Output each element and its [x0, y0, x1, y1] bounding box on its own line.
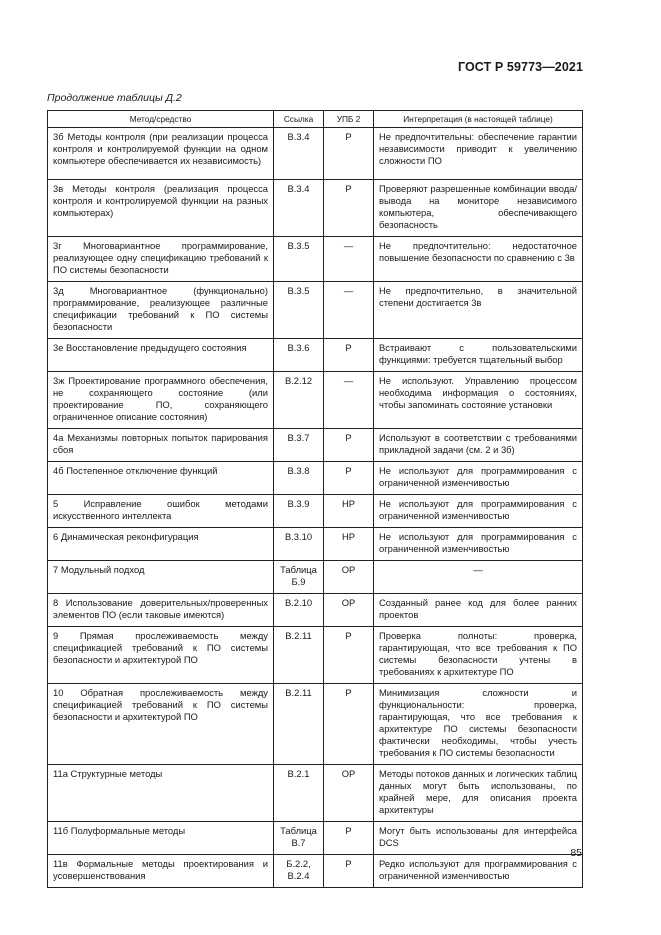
reference-cell: В.3.5	[274, 282, 324, 339]
upb-cell: Р	[324, 684, 374, 765]
interpretation-cell: Не предпочтительно: недостаточное повышение безопасности по сравнению с 3в	[374, 237, 583, 282]
interpretation-cell: Не предпочтительны: обеспечение гарантии независимости приводит к увеличению сложности ПО	[374, 128, 583, 180]
interpretation-cell: Не используют для программирования с ограниченной изменчивостью	[374, 528, 583, 561]
table-row	[48, 855, 583, 888]
reference-cell: В.2.1	[274, 765, 324, 822]
table-row	[48, 528, 583, 561]
table-row	[48, 594, 583, 627]
method-cell: 11в Формальные методы проектирования и усовершенствования	[48, 855, 274, 888]
method-cell: 10 Обратная прослеживаемость между спецификацией требований к ПО системы безопасности и архитектурой ПО	[48, 684, 274, 765]
interpretation-cell: Могут быть использованы для интерфейса DCS	[374, 822, 583, 855]
interpretation-cell: Редко используют для программирования с ограниченной изменчивостью	[374, 855, 583, 888]
upb-cell: Р	[324, 855, 374, 888]
reference-cell: В.3.4	[274, 180, 324, 237]
interpretation-cell: Встраивают с пользовательскими функциями: требуется тщательный выбор	[374, 339, 583, 372]
interpretation-cell: Не используют для программирования с ограниченной изменчивостью	[374, 462, 583, 495]
table-row	[48, 684, 583, 765]
interpretation-cell: Созданный ранее код для более ранних проектов	[374, 594, 583, 627]
method-cell: 4а Механизмы повторных попыток парирования сбоя	[48, 429, 274, 462]
reference-cell: В.3.5	[274, 237, 324, 282]
table-row	[48, 561, 583, 594]
method-cell: 3б Методы контроля (при реализации процесса контроля и контролируемой функции на одном компьютере обеспечивается их независимость)	[48, 128, 274, 180]
upb-cell: Р	[324, 429, 374, 462]
upb-cell: Р	[324, 822, 374, 855]
table-row	[48, 180, 583, 237]
upb-cell: Р	[324, 462, 374, 495]
table-row	[48, 495, 583, 528]
interpretation-cell: Используют в соответствии с требованиями прикладной задачи (см. 2 и 3б)	[374, 429, 583, 462]
interpretation-cell: Минимизация сложности и функциональности: проверка, гарантирующая, что все требования к архитектуре ПО системы безопасности фактически необходимы, чтобы учесть требования к ПО системы безопасности	[374, 684, 583, 765]
upb-cell: НР	[324, 495, 374, 528]
interpretation-cell: Не предпочтительно, в значительной степени достигается 3в	[374, 282, 583, 339]
upb-cell: НР	[324, 528, 374, 561]
interpretation-cell: Проверка полноты: проверка, гарантирующая, что все требования к ПО системы безопасности учтены в требованиях к архитектуре ПО	[374, 627, 583, 684]
method-cell: 5 Исправление ошибок методами искусственного интеллекта	[48, 495, 274, 528]
interpretation-cell: Проверяют разрешенные комбинации ввода/вывода на мониторе независимого компьютера, обеспечивающего безопасность	[374, 180, 583, 237]
method-cell: 11а Структурные методы	[48, 765, 274, 822]
column-header-method: Метод/средство	[48, 111, 274, 128]
reference-cell: В.3.7	[274, 429, 324, 462]
table-row	[48, 765, 583, 822]
upb-cell: Р	[324, 339, 374, 372]
upb-cell: —	[324, 372, 374, 429]
reference-cell: В.3.8	[274, 462, 324, 495]
interpretation-cell: Не используют для программирования с ограниченной изменчивостью	[374, 495, 583, 528]
reference-cell: В.3.9	[274, 495, 324, 528]
reference-cell: В.2.11	[274, 684, 324, 765]
techniques-table	[47, 110, 583, 888]
column-header-upb2: УПБ 2	[324, 111, 374, 128]
method-cell: 9 Прямая прослеживаемость между спецификацией требований к ПО системы безопасности и архитектурой ПО	[48, 627, 274, 684]
reference-cell: Таблица В.7	[274, 822, 324, 855]
table-row	[48, 237, 583, 282]
table-row	[48, 627, 583, 684]
method-cell: 3г Многовариантное программирование, реализующее одну спецификацию требований к ПО системы безопасности	[48, 237, 274, 282]
reference-cell: В.2.12	[274, 372, 324, 429]
upb-cell: ОР	[324, 594, 374, 627]
method-cell: 7 Модульный подход	[48, 561, 274, 594]
table-row	[48, 822, 583, 855]
upb-cell: Р	[324, 180, 374, 237]
table-row	[48, 462, 583, 495]
column-header-reference: Ссылка	[274, 111, 324, 128]
standard-header: ГОСТ Р 59773—2021	[457, 60, 583, 74]
interpretation-cell: Методы потоков данных и логических таблиц данных могут быть использованы, по крайней мере, для описания проекта архитектуры	[374, 765, 583, 822]
method-cell: 11б Полуформальные методы	[48, 822, 274, 855]
method-cell: 3ж Проектирование программного обеспечения, не сохраняющего состояние (или проектирование ПО, сохраняющего ограниченное описание состояния)	[48, 372, 274, 429]
table-row	[48, 429, 583, 462]
table-caption: Продолжение таблицы Д.2	[47, 92, 182, 104]
reference-cell: В.2.10	[274, 594, 324, 627]
table-row	[48, 128, 583, 180]
table-row	[48, 282, 583, 339]
reference-cell: Таблица Б.9	[274, 561, 324, 594]
interpretation-cell: —	[374, 561, 583, 594]
method-cell: 6 Динамическая реконфигурация	[48, 528, 274, 561]
reference-cell: В.3.6	[274, 339, 324, 372]
column-header-interpretation: Интерпретация (в настоящей таблице)	[374, 111, 583, 128]
reference-cell: В.2.11	[274, 627, 324, 684]
upb-cell: —	[324, 237, 374, 282]
upb-cell: Р	[324, 627, 374, 684]
upb-cell: ОР	[324, 765, 374, 822]
method-cell: 4б Постепенное отключение функций	[48, 462, 274, 495]
table-header-row	[48, 111, 583, 128]
interpretation-cell: Не используют. Управлению процессом необходима информация о состояниях, чтобы запоминать состояние установки	[374, 372, 583, 429]
method-cell: 3е Восстановление предыдущего состояния	[48, 339, 274, 372]
table-row	[48, 372, 583, 429]
page-number: 85	[570, 847, 582, 859]
method-cell: 3д Многовариантное (функционально) программирование, реализующее различные спецификации требований к ПО системы безопасности	[48, 282, 274, 339]
reference-cell: В.3.10	[274, 528, 324, 561]
reference-cell: В.3.4	[274, 128, 324, 180]
reference-cell: Б.2.2, В.2.4	[274, 855, 324, 888]
method-cell: 3в Методы контроля (реализация процесса контроля и контролируемой функции на разных компьютерах)	[48, 180, 274, 237]
upb-cell: —	[324, 282, 374, 339]
table-row	[48, 339, 583, 372]
upb-cell: Р	[324, 128, 374, 180]
method-cell: 8 Использование доверительных/проверенных элементов ПО (если таковые имеются)	[48, 594, 274, 627]
upb-cell: ОР	[324, 561, 374, 594]
